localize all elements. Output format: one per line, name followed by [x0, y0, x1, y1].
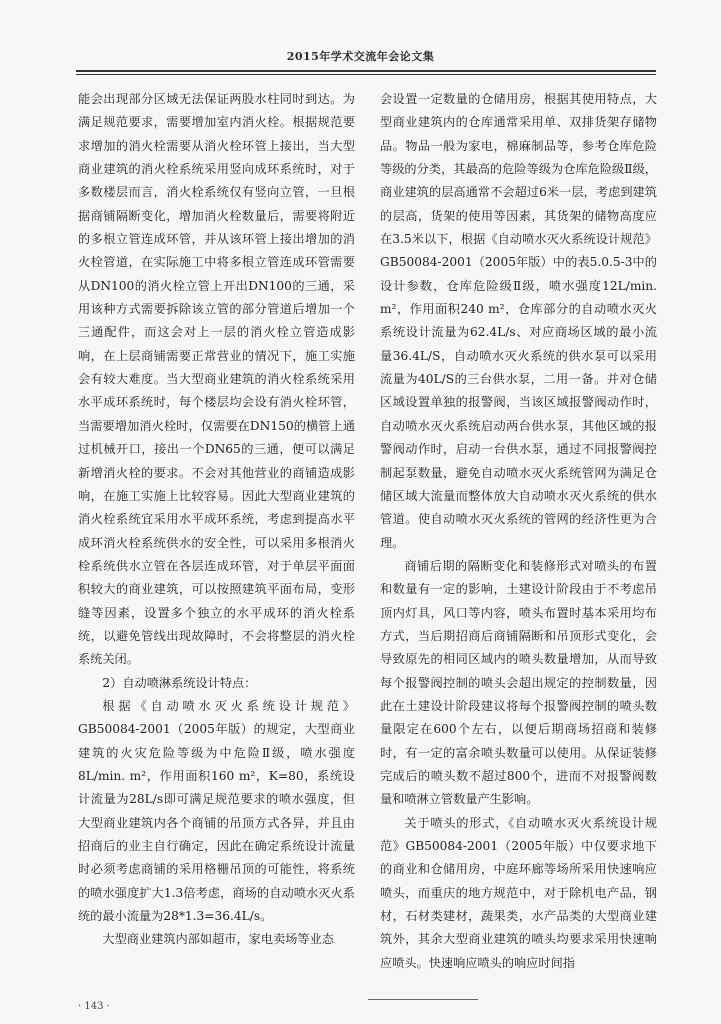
left-paragraph-1: 能会出现部分区域无法保证两股水柱同时到达。为满足规范要求，需要增加室内消火栓。根据规范要求增加的消火栓需要从消火栓环管上接出，当大型商业建筑的消火栓系统采用竖向成环系统时，对于多数楼层而言，消火栓系统仅有竖向立管，一旦根据商铺隔断变化，增加消火栓数量后，需要将附近的多根立管连成环管，并从该环管上接出增加的消火栓管道，在实际施工中将多根立管连成环管需要从DN100的消火栓立管上开出DN100的三通，采用该种方式需要拆除该立管的部分管道后增加一个三通配件，而这会对上一层的消火栓立管造成影响，在上层商铺需要正常营业的情况下，施工实施会有较大难度。当大型商业建筑的消火栓系统采用水平成环系统时，每个楼层均会设有消火栓环管，当需要增加消火栓时，仅需要在DN150的横管上通过机械开口，接出一个DN65的三通，便可以满足新增消火栓的要求。不会对其他营业的商铺造成影响，在施工实施上比较容易。因此大型商业建筑的消火栓系统宜采用水平成环系统，考虑到提高水平成环消火栓系统供水的安全性，可以采用多根消火栓系统供水立管在各层连成环管，对于单层平面面积较大的商业建筑，可以按照建筑平面布局，变形缝等因素，设置多个独立的水平成环的消火栓系统，以避免管线出现故障时，不会将整层的消火栓系统关闭。 — [78, 92, 355, 667]
left-paragraph-3: 根据《自动喷水灭火系统设计规范》GB50084-2001（2005年版）的规定，大型商业建筑的火灾危险等级为中危险Ⅱ级，喷水强度8L/min. m²，作用面积160 m²，K=80，系统设计流量为28L/s即可满足规范要求的喷水强度，但大型商业建筑内各个商铺的吊顶方式各异，并且由招商后的业主自行确定，因此在确定系统设计流量时必须考虑商铺的采用格栅吊顶的可能性，将系统的喷水强度扩大1.3倍考虑，商场的自动喷水灭火系统的最小流量为28*1.3=36.4L/s。 — [78, 698, 355, 924]
left-paragraph-2: 2）自动喷淋系统设计特点： — [102, 675, 257, 690]
page-number: · 143 · — [78, 1001, 110, 1012]
footer-rule — [368, 999, 478, 1000]
right-paragraph-2: 商铺后期的隔断变化和装修形式对喷头的布置和数量有一定的影响，土建设计阶段由于不考虑吊顶内灯具，风口等内容，喷头布置时基本采用均布方式，当后期招商后商铺隔断和吊顶形式变化，会导致原先的相同区域内的喷头数量增加，从而导致每个报警阀控制的喷头会超出规定的控制数量，因此在土建设计阶段建议将每个报警阀控制的喷头数量限定在600个左右，以便后期商场招商和装修时，有一定的富余喷头数量可以使用。从保证装修完成后的喷头数不超过800个，进而不对报警阀数量和喷淋立管数量产生影响。 — [380, 558, 657, 807]
left-column — [78, 88, 355, 952]
left-paragraph-4: 大型商业建筑内部如超市，家电卖场等业态 — [102, 932, 334, 947]
right-paragraph-3: 关于喷头的形式，《自动喷水灭火系统设计规范》GB50084-2001（2005年版）中仅要求地下的商业和仓储用房，中庭环廊等场所采用快速响应喷头，而重庆的地方规范中，对于除机电产品，钢材，石材类建材，蔬果类，水产品类的大型商业建筑外，其余大型商业建筑的喷头均要求采用快速响应喷头。快速响应喷头的响应时间指 — [380, 815, 657, 970]
right-column — [380, 88, 657, 975]
header-rule — [76, 70, 656, 75]
right-paragraph-1: 会设置一定数量的仓储用房，根据其使用特点，大型商业建筑内的仓库通常采用单、双排货架存储物品。物品一般为家电，棉麻制品等，参考仓库危险等级的分类，其最高的危险等级为仓库危险级Ⅱ级，商业建筑的层高通常不会超过6米一层，考虑到建筑的层高，货架的使用等因素，其货架的储物高度应在3.5米以下，根据《自动喷水灭火系统设计规范》GB50084-2001（2005年版）中的表5.0.5-3中的设计参数，仓库危险级Ⅱ级，喷水强度12L/min. m²，作用面积240 m²，仓库部分的自动喷水灭火系统设计流量为62.4L/s、对应商场区域的最小流量36.4L/S，自动喷水灭火系统的供水泵可以采用流量为40L/S的三台供水泵，二用一备。并对仓储区域设置单独的报警阀，当该区域报警阀动作时，自动喷水灭火系统启动两台供水泵，其他区域的报警阀动作时，启动一台供水泵，通过不同报警阀控制起泵数量，避免自动喷水灭火系统管网为满足仓储区域大流量而整体放大自动喷水灭火系统的供水管道。使自动喷水灭火系统的管网的经济性更为合理。 — [380, 92, 657, 550]
page-header-title: 2015年学术交流年会论文集 — [286, 50, 435, 63]
